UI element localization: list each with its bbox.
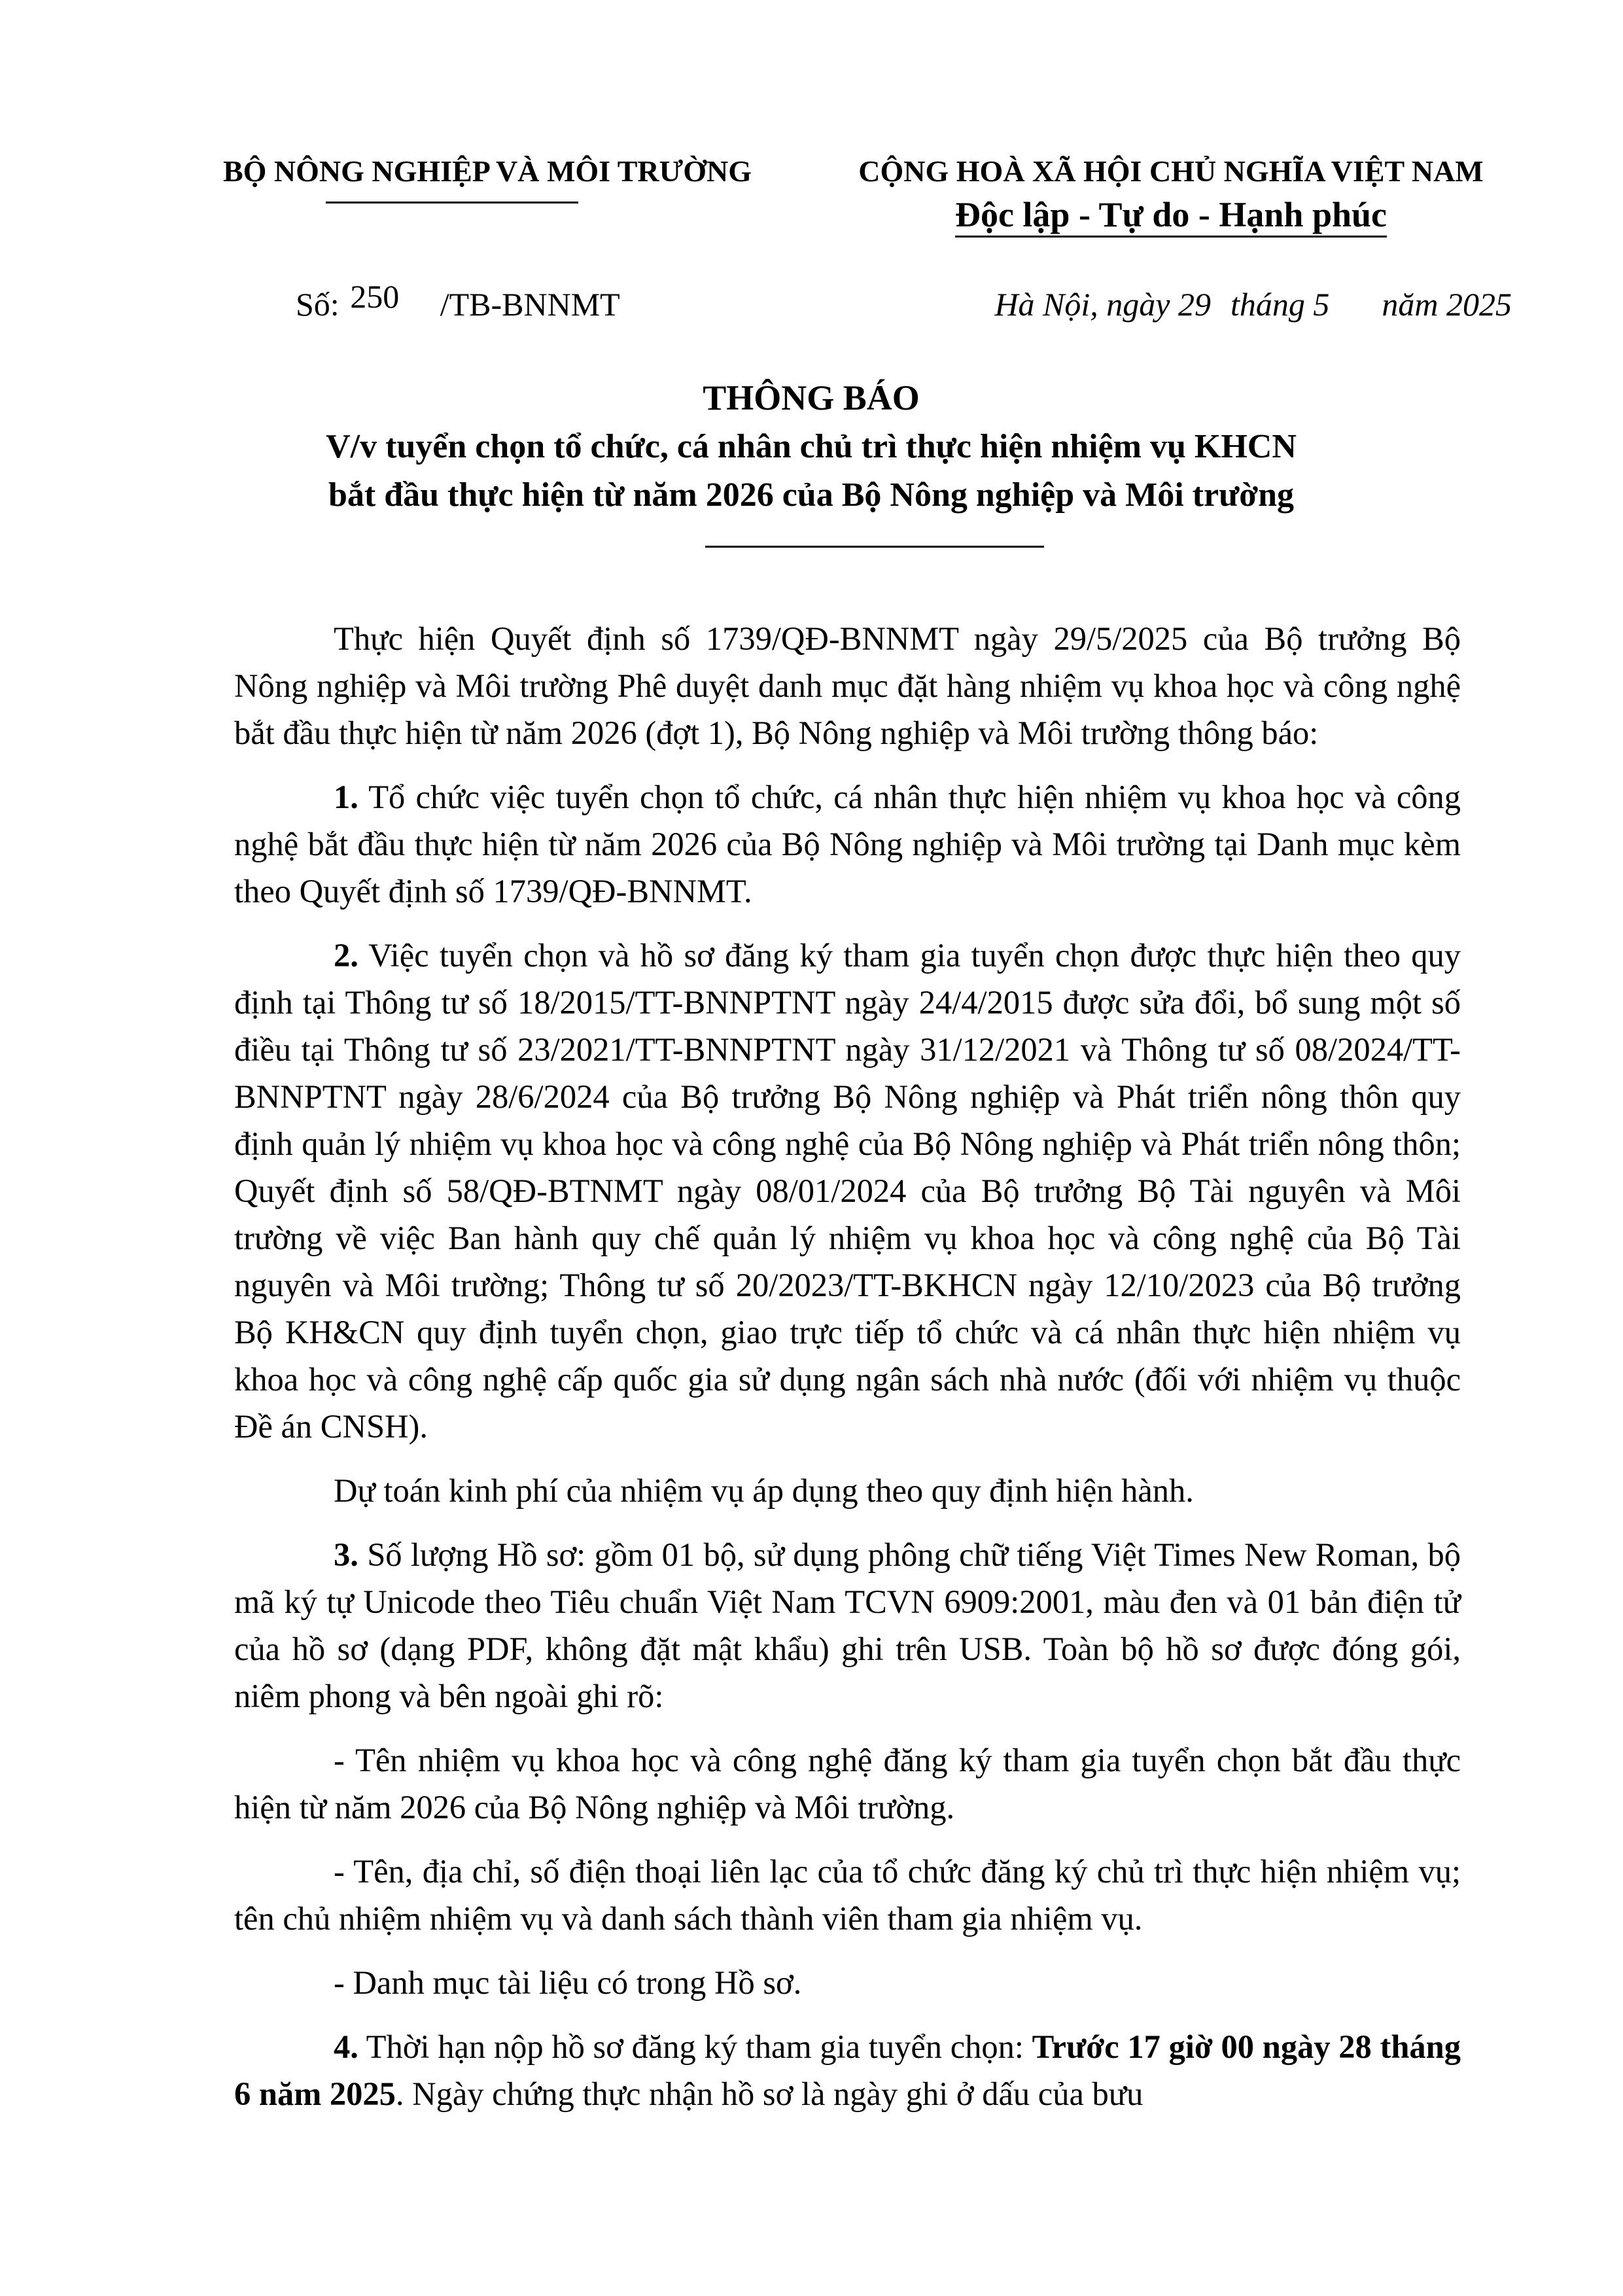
item-4-deadline: Trước 17 giờ 00 ngày 28 tháng 6 năm 2025 xyxy=(234,2028,1461,2112)
motto-text: Độc lập - Tự do - Hạnh phúc xyxy=(955,195,1387,238)
item-1-text: Tổ chức việc tuyển chọn tổ chức, cá nhân thực hiện nhiệm vụ khoa học và công nghệ bắt đầu thực hiện từ năm 2026 của Bộ Nông nghiệp và Môi trường tại Danh mục kèm theo Quyết định số 1739/QĐ-BNNMT. xyxy=(234,779,1461,910)
item-1-number: 1. xyxy=(334,779,358,815)
item-4-number: 4. xyxy=(334,2028,358,2065)
item-2-text: Việc tuyển chọn và hồ sơ đăng ký tham gia tuyển chọn được thực hiện theo quy định tại Thông tư số 18/2015/TT-BNNPTNT ngày 24/4/2015 được sửa đổi, bổ sung một số điều tại Thông tư số 23/2021/TT-BNNPTNT ngày 31/12/2021 và Thông tư số 08/2024/TT-BNNPTNT ngày 28/6/2024 của Bộ trưởng Bộ Nông nghiệp và Phát triển nông thôn quy định quản lý nhiệm vụ khoa học và công nghệ của Bộ Nông nghiệp và Phát triển nông thôn; Quyết định số 58/QĐ-BTNMT ngày 08/01/2024 của Bộ trưởng Bộ Tài nguyên và Môi trường về việc Ban hành quy chế quản lý nhiệm vụ khoa học và công nghệ của Bộ Tài nguyên và Môi trường; Thông tư số 20/2023/TT-BKHCN ngày 12/10/2023 của Bộ trưởng Bộ KH&CN quy định tuyển chọn, giao trực tiếp tổ chức và cá nhân thực hiện nhiệm vụ khoa học và công nghệ cấp quốc gia sử dụng ngân sách nhà nước (đối với nhiệm vụ thuộc Đề án CNSH). xyxy=(234,937,1461,1445)
item-4-rest: . Ngày chứng thực nhận hồ sơ là ngày ghi ở dấu của bưu xyxy=(395,2075,1143,2112)
budget-paragraph: Dự toán kinh phí của nhiệm vụ áp dụng theo quy định hiện hành. xyxy=(334,1472,1194,1509)
title-underline xyxy=(705,546,1044,548)
item-3 xyxy=(234,1531,1461,1720)
date-month: tháng 5 xyxy=(1230,286,1330,323)
item-1 xyxy=(234,773,1461,915)
place-day: Hà Nội, ngày 29 xyxy=(994,286,1211,323)
item-2-number: 2. xyxy=(334,937,358,974)
bullet-1: - Tên nhiệm vụ khoa học và công nghệ đăng ký tham gia tuyển chọn bắt đầu thực hiện từ năm 2026 của Bộ Nông nghiệp và Môi trường. xyxy=(234,1742,1461,1826)
national-motto xyxy=(818,191,1524,238)
document-number xyxy=(296,278,620,326)
notice-title xyxy=(216,374,1406,518)
bullet-2: - Tên, địa chỉ, số điện thoại liên lạc của tổ chức đăng ký chủ trì thực hiện nhiệm vụ; tên chủ nhiệm nhiệm vụ và danh sách thành viên tham gia nhiệm vụ. xyxy=(234,1853,1461,1937)
item-4-text: Thời hạn nộp hồ sơ đăng ký tham gia tuyển chọn: xyxy=(358,2028,1032,2065)
country-name: CỘNG HOÀ XÃ HỘI CHỦ NGHĨA VIỆT NAM xyxy=(858,154,1484,188)
item-3-number: 3. xyxy=(334,1536,358,1573)
ministry-name: BỘ NÔNG NGHIỆP VÀ MÔI TRƯỜNG xyxy=(222,154,752,188)
item-3-text: Số lượng Hồ sơ: gồm 01 bộ, sử dụng phông chữ tiếng Việt Times New Roman, bộ mã ký tự Unicode theo Tiêu chuẩn Việt Nam TCVN 6909:2001, màu đen và 01 bản điện tử của hồ sơ (dạng PDF, không đặt mật khẩu) ghi trên USB. Toàn bộ hồ sơ được đóng gói, niêm phong và bên ngoài ghi rõ: xyxy=(234,1536,1461,1714)
national-header xyxy=(818,152,1524,238)
date-year: năm 2025 xyxy=(1382,286,1512,323)
number-prefix: Số: xyxy=(296,286,340,323)
bullet-3: - Danh mục tài liệu có trong Hồ sơ. xyxy=(334,1964,802,2001)
place-date xyxy=(994,283,1512,326)
item-2 xyxy=(234,932,1461,1450)
title-main: THÔNG BÁO xyxy=(703,378,920,417)
item-4 xyxy=(234,2023,1461,2117)
number-suffix: /TB-BNNMT xyxy=(440,286,620,323)
title-subject-line1: V/v tuyển chọn tổ chức, cá nhân chủ trì thực hiện nhiệm vụ KHCN xyxy=(326,428,1297,465)
title-subject-line2: bắt đầu thực hiện từ năm 2026 của Bộ Nông nghiệp và Môi trường xyxy=(328,476,1294,514)
number-value: 250 xyxy=(350,278,400,315)
ministry-underline xyxy=(326,202,578,203)
intro-paragraph: Thực hiện Quyết định số 1739/QĐ-BNNMT ngày 29/5/2025 của Bộ trưởng Bộ Nông nghiệp và Môi trường Phê duyệt danh mục đặt hàng nhiệm vụ khoa học và công nghệ bắt đầu thực hiện từ năm 2026 (đợt 1), Bộ Nông nghiệp và Môi trường thông báo: xyxy=(234,620,1461,751)
document-body xyxy=(234,615,1461,2134)
